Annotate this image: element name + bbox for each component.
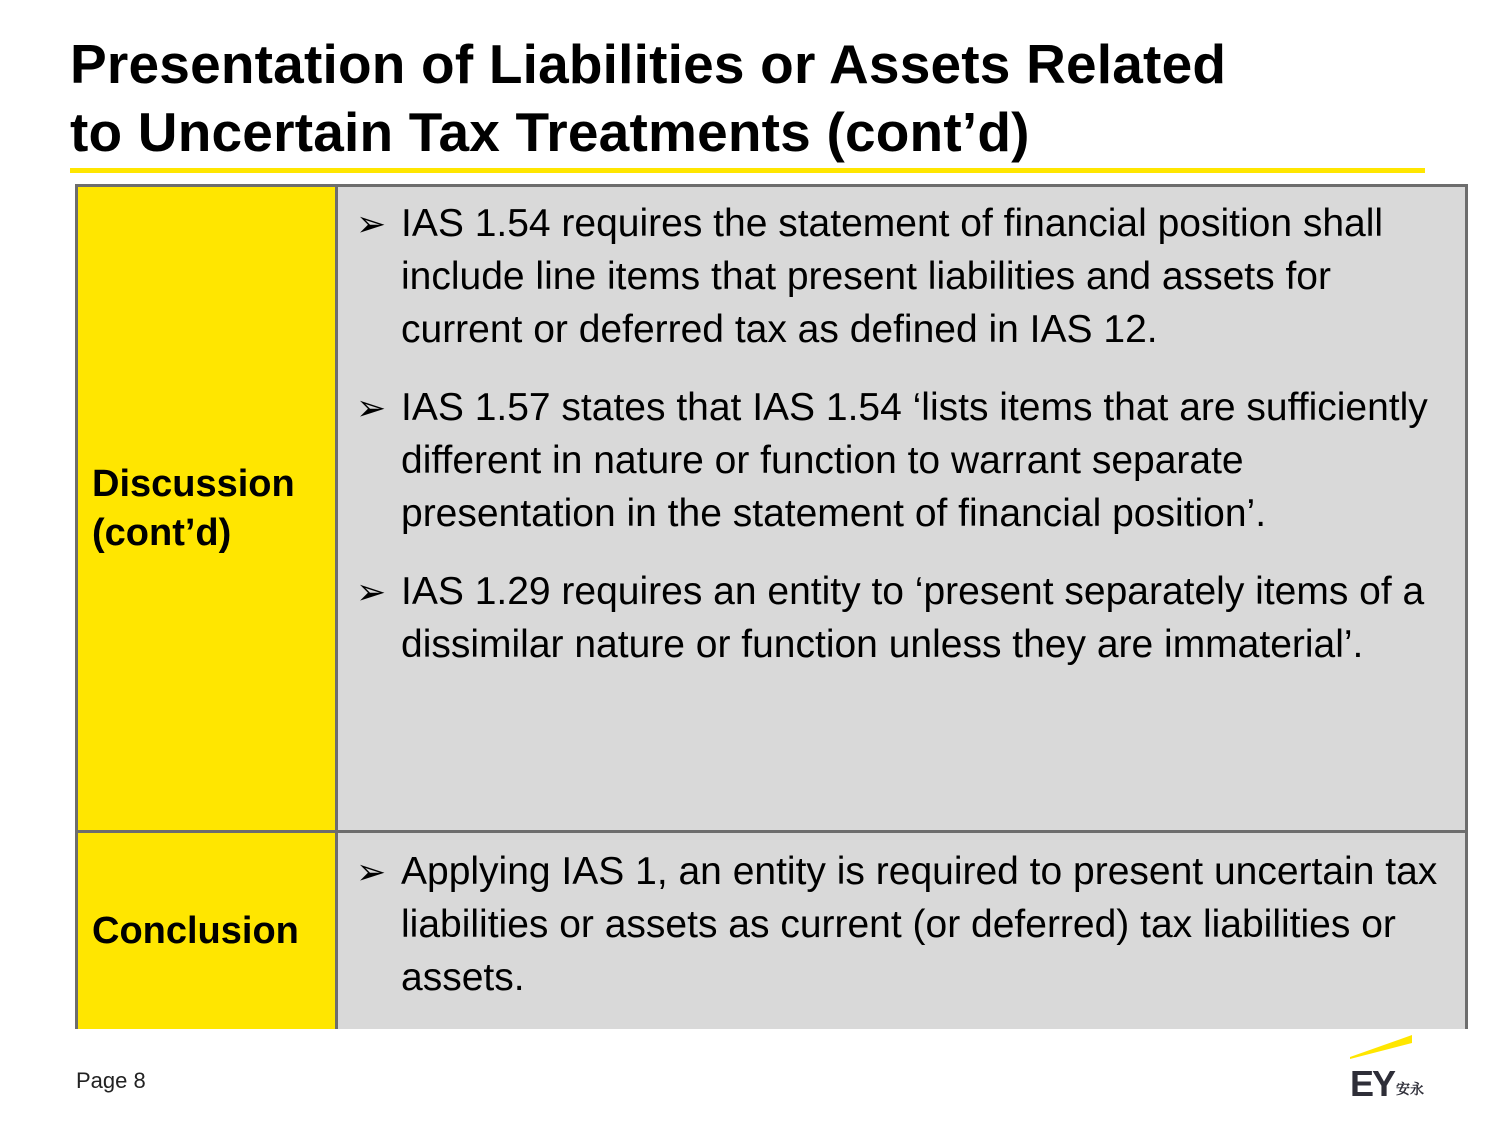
discussion-content-cell	[338, 187, 1465, 830]
bullet-text: IAS 1.29 requires an entity to ‘present separately items of a dissimilar nature or function unless they are immaterial’.	[401, 570, 1425, 666]
ey-beam-icon	[1350, 1035, 1414, 1059]
discussion-label-cell	[78, 187, 335, 830]
arrow-bullet-icon: ➢	[356, 851, 387, 892]
title-line-1: Presentation of Liabilities or Assets Related	[70, 33, 1227, 95]
page-number: Page 8	[76, 1068, 146, 1093]
bullet-text: IAS 1.57 states that IAS 1.54 ‘lists items that are sufficiently different in nature or function to warrant separate presentation in the statement of financial position’.	[401, 386, 1428, 535]
ey-logo	[1350, 1035, 1440, 1104]
title-line-2: to Uncertain Tax Treatments (cont’d)	[70, 101, 1030, 163]
bullet-item	[356, 381, 1449, 540]
arrow-bullet-icon: ➢	[356, 387, 387, 428]
ey-logo-text: EY	[1350, 1063, 1395, 1104]
discussion-label-line-2: (cont’d)	[92, 511, 232, 554]
title-underline	[70, 168, 1425, 173]
ey-logo-chinese: 安永	[1396, 1081, 1424, 1097]
bullet-item	[356, 845, 1449, 1004]
conclusion-content-cell	[338, 833, 1465, 1029]
arrow-bullet-icon: ➢	[356, 203, 387, 244]
bullet-item	[356, 197, 1449, 356]
conclusion-label: Conclusion	[92, 909, 299, 952]
conclusion-label-cell	[78, 833, 335, 1029]
bullet-item	[356, 565, 1449, 671]
content-table	[75, 184, 1468, 1029]
arrow-bullet-icon: ➢	[356, 571, 387, 612]
bullet-text: IAS 1.54 requires the statement of financial position shall include line items that present liabilities and assets for current or deferred tax as defined in IAS 12.	[401, 202, 1384, 351]
slide-title	[70, 30, 1450, 166]
bullet-text: Applying IAS 1, an entity is required to present uncertain tax liabilities or assets as current (or deferred) tax liabilities or assets.	[401, 850, 1438, 999]
discussion-label-line-1: Discussion	[92, 462, 295, 505]
